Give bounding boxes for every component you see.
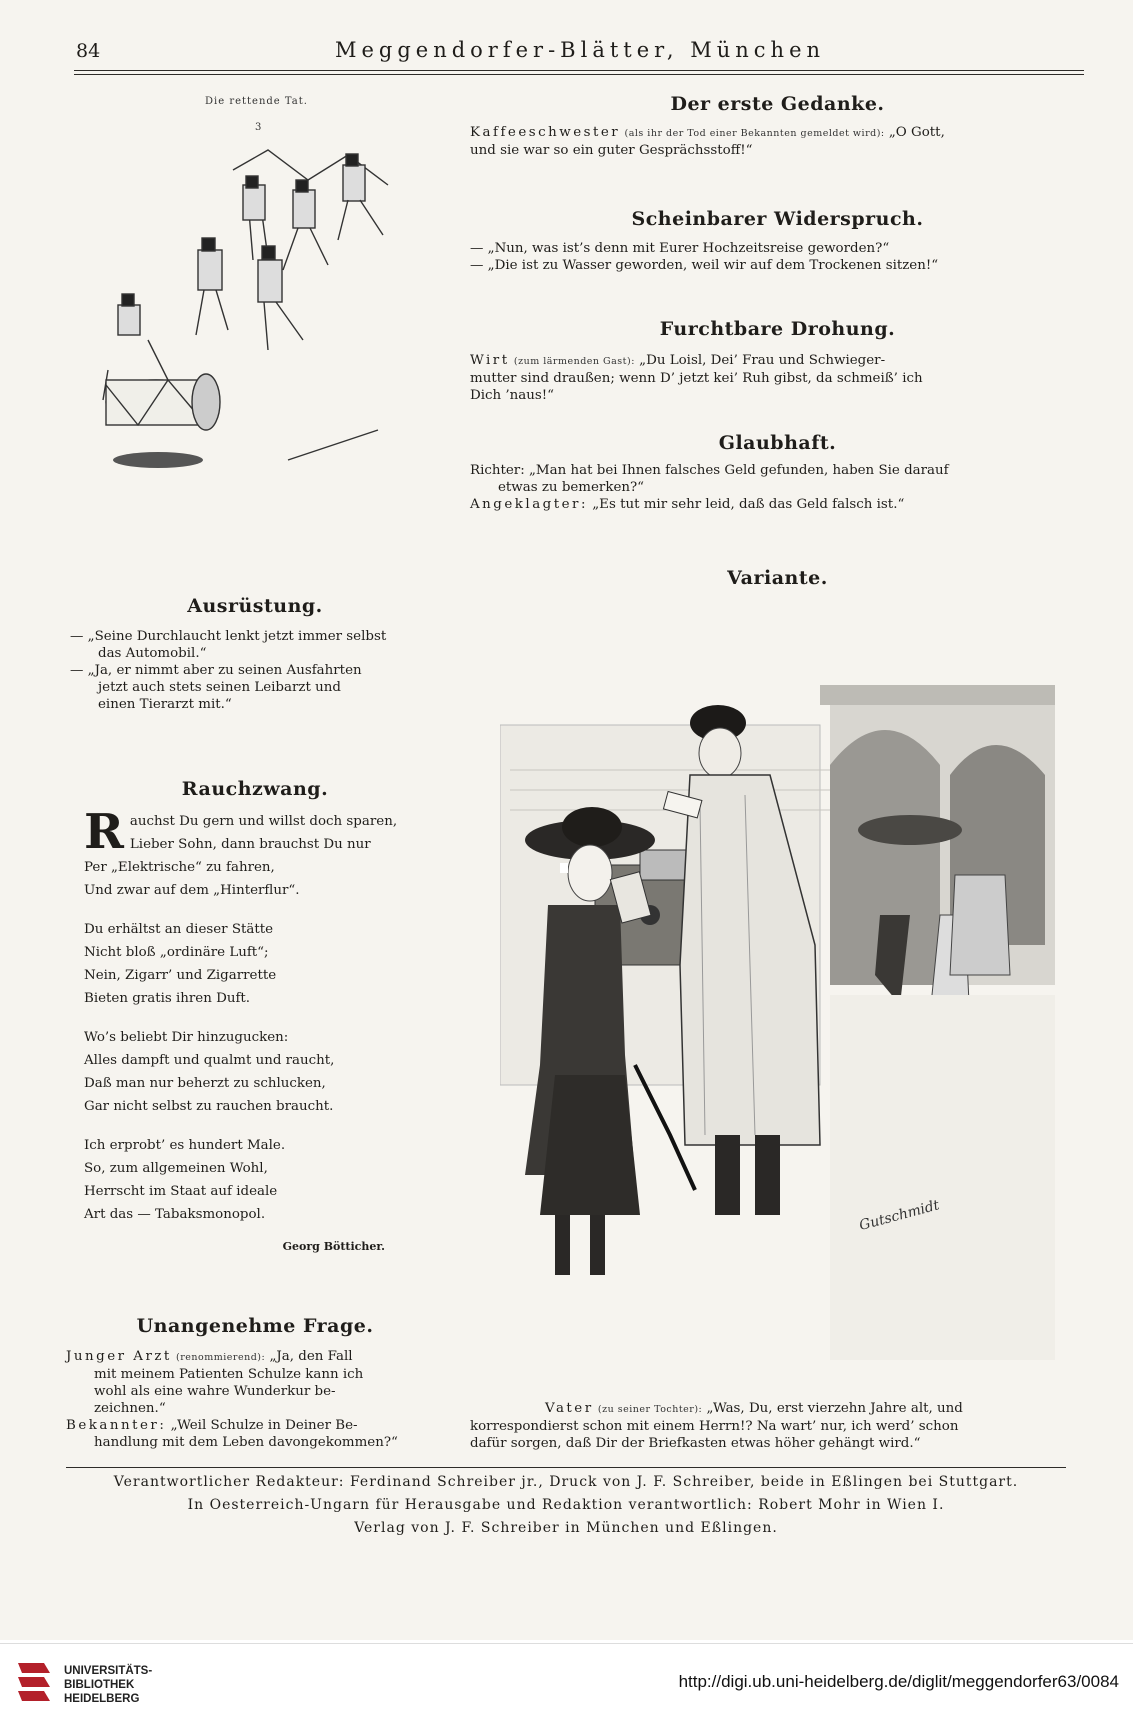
footer-rule	[66, 1467, 1066, 1468]
speaker: Angeklagter:	[470, 497, 588, 512]
library-bar	[0, 1643, 1133, 1725]
poem-line: Nein, Zigarr’ und Zigarrette	[84, 968, 277, 983]
father-daughter-illustration	[500, 615, 1060, 1360]
drohung-body	[470, 352, 1085, 404]
speaker: Kaffeeschwester	[470, 125, 621, 140]
poem-line: auchst Du gern und willst doch sparen,	[129, 814, 398, 829]
dialogue-text: „Es tut mir sehr leid, daß das Geld falsch ist.“	[592, 497, 905, 512]
ausruestung-body	[70, 628, 440, 713]
artist-signature: Gutschmidt	[857, 1197, 942, 1235]
poem-line: Ich erprobt’ es hundert Male.	[84, 1138, 286, 1153]
dialogue-text: „O Gott,	[888, 125, 945, 140]
dialogue-line: Dich ’naus!“	[470, 388, 554, 403]
heading-variante: Variante.	[727, 567, 828, 589]
heading-scheinbarer-widerspruch: Scheinbarer Widerspruch.	[631, 208, 924, 230]
dialogue-line: jetzt auch stets seinen Leibarzt und	[98, 680, 341, 695]
poem-line: Wo’s beliebt Dir hinzugucken:	[84, 1030, 289, 1045]
drop-cap: R	[84, 804, 124, 860]
dialogue-line: etwas zu bemerken?“	[498, 480, 645, 495]
header-rule	[74, 70, 1084, 71]
library-name-line: HEIDELBERG	[64, 1693, 140, 1705]
dialogue-line: korrespondierst schon mit einem Herrn!? Na wart’ nur, ich werd’ schon	[470, 1419, 959, 1434]
poem-line: Bieten gratis ihren Duft.	[84, 991, 251, 1006]
stage-direction: (als ihr der Tod einer Bekannten gemeldet wird):	[624, 128, 885, 139]
heading-rauchzwang: Rauchzwang.	[181, 778, 329, 800]
widerspruch-body	[470, 240, 1085, 274]
dialogue-line: mutter sind draußen; wenn D’ jetzt kei’ Ruh gibst, da schmeiß’ ich	[470, 371, 923, 386]
dialogue-line: — „Seine Durchlaucht lenkt jetzt immer selbst	[70, 629, 387, 644]
poem-line: Herrscht im Staat auf ideale	[84, 1184, 278, 1199]
dialogue-line: zeichnen.“	[94, 1401, 166, 1416]
poem-author: Georg Bötticher.	[282, 1240, 385, 1253]
poem-line: Gar nicht selbst zu rauchen braucht.	[84, 1099, 334, 1114]
stage-direction: (renommierend):	[176, 1352, 266, 1363]
poem-line: Art das — Tabaksmonopol.	[84, 1207, 266, 1222]
variante-body	[470, 1400, 1085, 1452]
heading-furchtbare-drohung: Furchtbare Drohung.	[659, 318, 896, 340]
footer-austria: In Oesterreich-Ungarn für Herausgabe und Redaktion verantwortlich: Robert Mohr in Wien I.	[187, 1497, 945, 1513]
heading-glaubhaft: Glaubhaft.	[718, 432, 837, 454]
poem-line: Daß man nur beherzt zu schlucken,	[84, 1076, 326, 1091]
dialogue-line: — „Ja, er nimmt aber zu seinen Ausfahrten	[70, 663, 362, 678]
heading-ausruestung: Ausrüstung.	[187, 595, 323, 617]
page-number: 84	[76, 40, 101, 62]
illustration-caption: Die rettende Tat.	[205, 96, 308, 107]
dialogue-text: „Ja, den Fall	[269, 1349, 353, 1364]
stage-direction: (zu seiner Tochter):	[597, 1404, 703, 1415]
speaker: Junger Arzt	[66, 1349, 172, 1364]
dialogue-text: „Was, Du, erst vierzehn Jahre alt, und	[706, 1401, 963, 1416]
stage-direction: (zum lärmenden Gast):	[513, 356, 635, 367]
library-name	[64, 1664, 152, 1706]
page-title: Meggendorfer-Blätter, München	[334, 38, 826, 62]
rauchzwang-poem	[84, 804, 424, 1226]
dialogue-text: „Weil Schulze in Deiner Be-	[170, 1418, 358, 1433]
dialogue-line: wohl als eine wahre Wunderkur be-	[94, 1384, 336, 1399]
poem-line: Du erhältst an dieser Stätte	[84, 922, 274, 937]
source-url-link[interactable]: http://digi.ub.uni-heidelberg.de/diglit/meggendorfer63/0084	[678, 1672, 1119, 1691]
speaker: Wirt	[470, 353, 510, 368]
dialogue-line: — „Die ist zu Wasser geworden, weil wir auf dem Trockenen sitzen!“	[470, 258, 939, 273]
library-name-line: UNIVERSITÄTS-	[64, 1665, 153, 1677]
heading-unangenehme-frage: Unangenehme Frage.	[136, 1315, 374, 1337]
poem-line: Nicht bloß „ordinäre Luft“;	[84, 945, 269, 960]
soldiers-drum-illustration	[78, 140, 448, 520]
footer-publisher: Verlag von J. F. Schreiber in München und Eßlingen.	[354, 1520, 778, 1536]
speaker: Richter:	[470, 463, 525, 478]
poem-line: Lieber Sohn, dann brauchst Du nur	[129, 837, 371, 852]
poem-line: Alles dampft und qualmt und raucht,	[84, 1053, 335, 1068]
speaker: Vater	[545, 1401, 594, 1416]
dialogue-line: das Automobil.“	[98, 646, 207, 661]
library-name-line: BIBLIOTHEK	[64, 1679, 135, 1691]
glaubhaft-body	[470, 462, 1085, 513]
dialogue-text: „Man hat bei Ihnen falsches Geld gefunden, haben Sie darauf	[528, 463, 949, 478]
illustration-number: 3	[255, 122, 263, 133]
header-rule-2	[74, 74, 1084, 75]
poem-line: So, zum allgemeinen Wohl,	[84, 1161, 268, 1176]
dialogue-line: mit meinem Patienten Schulze kann ich	[94, 1367, 364, 1382]
speaker: Bekannter:	[66, 1418, 167, 1433]
university-logo-icon	[14, 1659, 54, 1709]
frage-body	[66, 1348, 436, 1451]
gedanke-body	[470, 124, 1085, 159]
dialogue-line: einen Tierarzt mit.“	[98, 697, 232, 712]
dialogue-line: dafür sorgen, daß Dir der Briefkasten etwas höher gehängt wird.“	[470, 1436, 921, 1451]
dialogue-line: — „Nun, was ist’s denn mit Eurer Hochzeitsreise geworden?“	[470, 241, 890, 256]
dialogue-line: und sie war so ein guter Gesprächsstoff!“	[470, 143, 753, 158]
dialogue-text: „Du Loisl, Dei’ Frau und Schwieger-	[639, 353, 886, 368]
dialogue-line: handlung mit dem Leben davongekommen?“	[94, 1435, 398, 1450]
heading-der-erste-gedanke: Der erste Gedanke.	[670, 93, 885, 115]
poem-line: Und zwar auf dem „Hinterflur“.	[84, 883, 300, 898]
poem-line: Per „Elektrische“ zu fahren,	[84, 860, 275, 875]
footer-editor: Verantwortlicher Redakteur: Ferdinand Schreiber jr., Druck von J. F. Schreiber, beide in Eßlingen bei Stuttgart.	[113, 1474, 1019, 1490]
